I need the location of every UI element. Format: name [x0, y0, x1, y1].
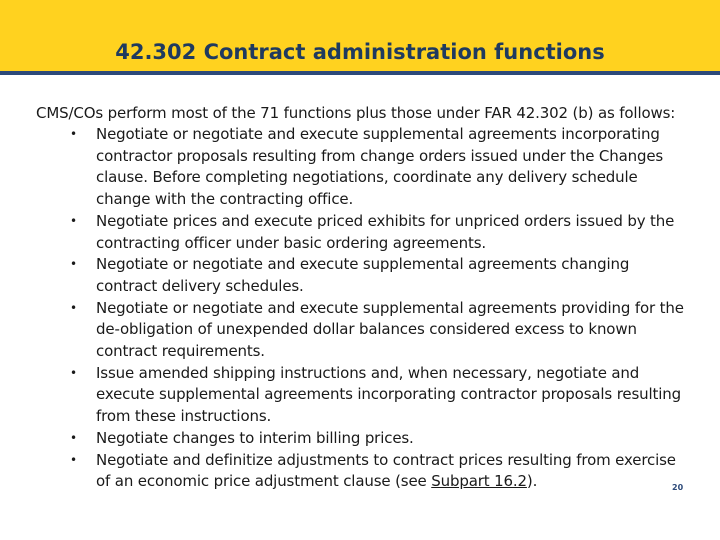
list-item [70, 211, 686, 254]
subpart-16-2-link[interactable]: Subpart 16.2 [431, 472, 527, 491]
intro-text: CMS/COs perform most of the 71 functions plus those under FAR 42.302 (b) as follows: [36, 104, 676, 122]
bullet-icon: • [70, 257, 77, 272]
bullet-icon: • [70, 365, 77, 380]
list-item [70, 124, 686, 211]
list-item [70, 254, 686, 297]
page-title: 42.302 Contract administration functions [115, 40, 605, 64]
bullet-icon: • [70, 430, 77, 445]
bullet-icon: • [70, 127, 77, 141]
title-divider [0, 71, 720, 75]
list-item [70, 363, 686, 428]
bullet-icon: • [70, 213, 77, 228]
list-item-text: Negotiate changes to interim billing prices. [96, 428, 414, 447]
page-number: 20 [672, 483, 684, 492]
bullet-icon: • [70, 452, 77, 467]
list-item [70, 428, 686, 450]
bullet-icon: • [70, 300, 77, 315]
list-item-text [96, 451, 676, 491]
list-item-text: Negotiate or negotiate and execute supplemental agreements incorporating contractor proposals resulting from change orders issued under the Changes clause. Before completing negotiations, coordinate any delivery schedule change with the contracting office. [96, 125, 664, 209]
list-item-text-after: ). [526, 472, 538, 491]
list-item-text: Negotiate prices and execute priced exhibits for unpriced orders issued by the contracting officer under basic ordering agreements. [96, 211, 675, 252]
list-item [70, 450, 686, 493]
list-item-text-before: Negotiate and definitize adjustments to contract prices resulting from exercise of an economic price adjustment clause (see [96, 450, 676, 491]
list-item-text: Negotiate or negotiate and execute supplemental agreements providing for the de-obligation of unexpended dollar balances considered excess to known contract requirements. [96, 298, 684, 361]
function-list [70, 124, 686, 493]
list-item-text: Negotiate or negotiate and execute supplemental agreements changing contract delivery schedules. [96, 255, 630, 295]
list-item-text: Issue amended shipping instructions and, when necessary, negotiate and execute supplemental agreements incorporating contractor proposals resulting from these instructions. [96, 363, 681, 426]
list-item [70, 298, 686, 363]
